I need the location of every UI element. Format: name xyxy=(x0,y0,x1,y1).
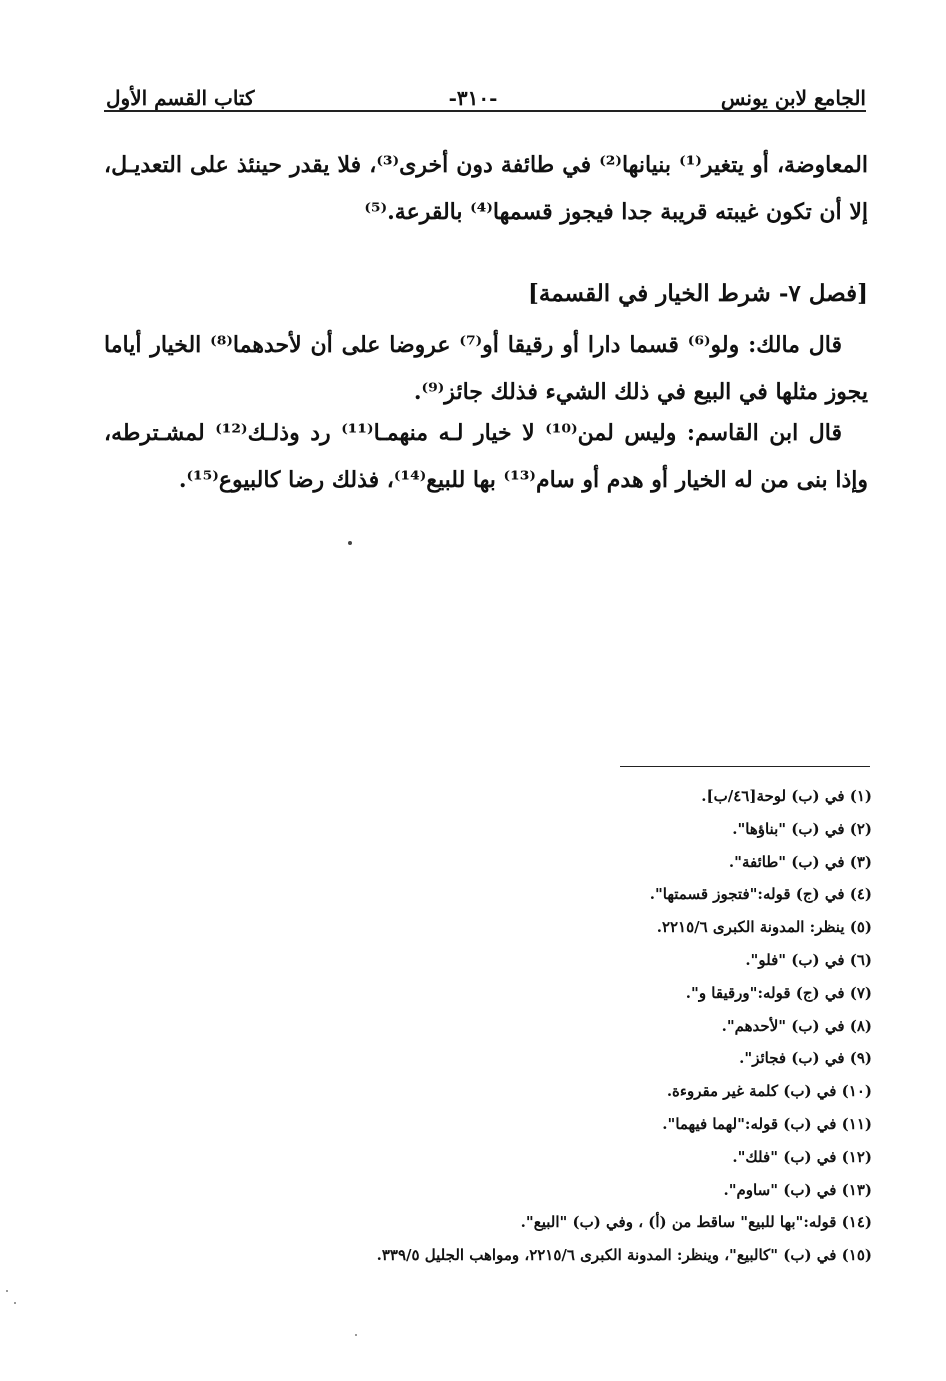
footnote-10: (١٠) في (ب) كلمة غير مقروءة. xyxy=(666,1082,872,1101)
footnote-9: (٩) في (ب) فجائز". xyxy=(739,1049,872,1068)
body-paragraph-1 xyxy=(104,142,868,236)
header-rule xyxy=(104,110,866,112)
footnote-14: (١٤) قوله:"بها للبيع" ساقط من (أ) ، وفي (ب) "البيع". xyxy=(520,1213,872,1232)
section-heading: [فصل ٧- شرط الخيار في القسمة] xyxy=(528,280,868,307)
body-paragraph-3 xyxy=(104,410,868,504)
footnote-3: (٣) في (ب) "طائفة". xyxy=(728,852,872,871)
footnote-15: (١٥) في (ب) "كالبيع"، وينظر: المدونة الكبرى ٢٢١٥/٦، ومواهب الجليل ٣٣٩/٥. xyxy=(376,1246,872,1265)
footnote-8: (٨) في (ب) "لأحدهم". xyxy=(721,1016,872,1035)
footnotes-list xyxy=(377,780,872,1272)
page-number: -٣١٠- xyxy=(448,86,498,110)
paragraph-text: المعاوضة، أو يتغير⁽¹⁾ بنيانها⁽²⁾ في طائفة دون أخرى⁽³⁾، فلا يقدر حينئذ على التعديـل، إلا أن تكون غيبته قريبة جدا فيجوز قسمها⁽⁴⁾ بالقرعة.⁽⁵⁾ xyxy=(104,152,868,225)
footnote-12: (١٢) في (ب) "فلك". xyxy=(732,1147,872,1166)
scan-speck xyxy=(6,1290,8,1292)
footnote-6: (٦) في (ب) "فلو". xyxy=(745,950,872,969)
running-header-book-title: الجامع لابن يونس xyxy=(720,86,866,110)
paragraph-text: قال ابن القاسم: وليس لمن⁽¹⁰⁾ لا خيار لـه منهمـا⁽¹¹⁾ رد وذلـك⁽¹²⁾ لمشـترطه، وإذا بنى من له الخيار أو هدم أو سام⁽¹³⁾ بها للبيع⁽¹⁴⁾، فذلك رضا كالبيوع⁽¹⁵⁾. xyxy=(104,420,868,493)
paragraph-text: قال مالك: ولو⁽⁶⁾ قسما دارا أو رقيقا أو⁽⁷⁾ عروضا على أن لأحدهما⁽⁸⁾ الخيار أياما يجوز مثلها في البيع في ذلك الشيء فذلك جائز⁽⁹⁾. xyxy=(104,332,868,405)
scan-speck xyxy=(348,541,352,545)
scan-speck xyxy=(355,1334,357,1336)
footnote-5: (٥) ينظر: المدونة الكبرى ٢٢١٥/٦. xyxy=(656,918,872,937)
footnote-13: (١٣) في (ب) "ساوم". xyxy=(723,1180,872,1199)
footnote-4: (٤) في (ج) قوله:"فتجوز قسمتها". xyxy=(649,885,872,904)
running-header-chapter: كتاب القسم الأول xyxy=(106,86,255,110)
footnote-separator xyxy=(620,766,870,767)
footnote-1: (١) في (ب) لوحة[٤٦/ب]. xyxy=(701,787,872,805)
footnote-7: (٧) في (ج) قوله:"ورقيقا و". xyxy=(685,983,872,1002)
body-paragraph-2 xyxy=(104,322,868,416)
scan-speck xyxy=(14,1302,16,1304)
footnote-11: (١١) في (ب) قوله:"لهما فيهما". xyxy=(662,1114,872,1133)
footnote-2: (٢) في (ب) "بناؤها". xyxy=(732,819,872,838)
